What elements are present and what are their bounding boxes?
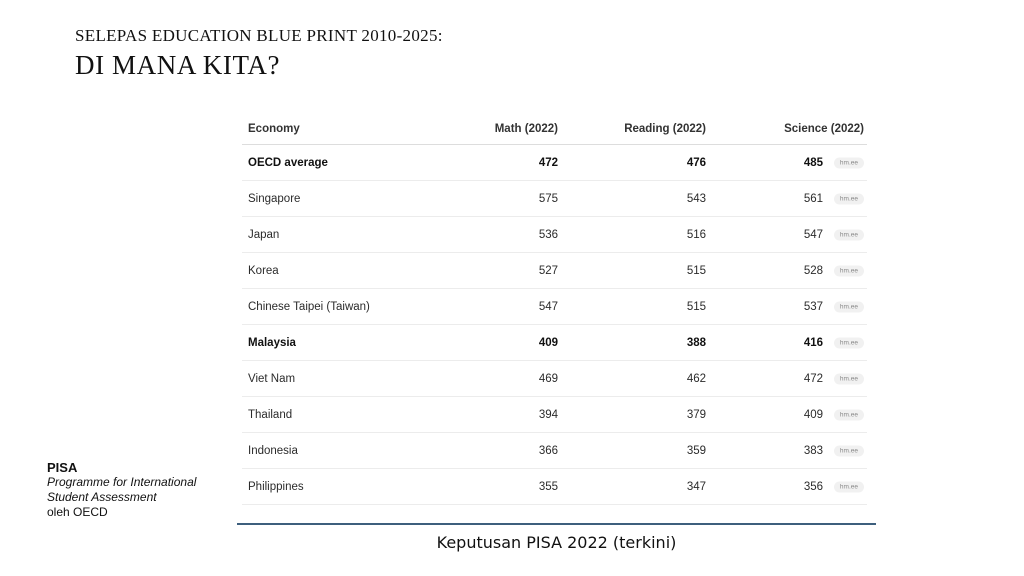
cell-economy: Chinese Taipei (Taiwan)	[248, 300, 370, 313]
cell-science: 416	[803, 336, 823, 349]
cell-reading: 462	[686, 372, 706, 385]
cell-math: 575	[538, 192, 558, 205]
cell-economy: Thailand	[248, 408, 293, 421]
cell-economy: Malaysia	[248, 336, 296, 349]
table-row	[242, 361, 867, 397]
column-header-economy: Economy	[248, 122, 300, 135]
cell-economy: Indonesia	[248, 444, 298, 457]
cell-math: 536	[538, 228, 558, 241]
cell-science: 547	[803, 228, 823, 241]
cell-economy: Singapore	[248, 192, 301, 205]
cell-economy: Viet Nam	[248, 372, 296, 385]
column-header-math: Math (2022)	[494, 122, 558, 135]
pisa-note-line1: Programme for International	[47, 475, 197, 489]
cell-reading: 516	[686, 228, 706, 241]
cell-math: 394	[538, 408, 558, 421]
cell-science: 528	[803, 264, 823, 277]
slide-title: DI MANA KITA?	[75, 50, 281, 80]
table-row	[242, 217, 867, 253]
pisa-note-title: PISA	[47, 460, 78, 475]
cell-economy: Japan	[248, 228, 280, 241]
cell-science: 561	[803, 192, 823, 205]
cell-economy: Philippines	[248, 480, 304, 493]
caption-divider	[237, 523, 876, 525]
cell-science: 409	[803, 408, 823, 421]
cell-math: 366	[538, 444, 558, 457]
table-row	[242, 325, 867, 361]
source-badge: hm.ee	[834, 193, 864, 204]
table-row	[242, 433, 867, 469]
cell-reading: 359	[686, 444, 706, 457]
table-caption: Keputusan PISA 2022 (terkini)	[436, 533, 677, 552]
table-header-row	[242, 113, 867, 145]
table-row	[242, 397, 867, 433]
pisa-note-line3: oleh OECD	[47, 505, 108, 519]
cell-reading: 476	[686, 156, 706, 169]
cell-science: 472	[803, 372, 823, 385]
source-badge: hm.ee	[834, 229, 864, 240]
table-row	[242, 253, 867, 289]
slide-subtitle: SELEPAS EDUCATION BLUE PRINT 2010-2025:	[75, 26, 443, 45]
cell-reading: 388	[686, 336, 706, 349]
source-badge: hm.ee	[834, 157, 864, 168]
source-badge: hm.ee	[834, 373, 864, 384]
source-badge: hm.ee	[834, 265, 864, 276]
cell-science: 383	[803, 444, 823, 457]
source-badge: hm.ee	[834, 409, 864, 420]
cell-math: 547	[538, 300, 558, 313]
source-badge: hm.ee	[834, 481, 864, 492]
cell-math: 355	[538, 480, 558, 493]
pisa-note-line2: Student Assessment	[47, 490, 157, 504]
table-row	[242, 181, 867, 217]
table-row	[242, 145, 867, 181]
source-badge: hm.ee	[834, 301, 864, 312]
table-body	[242, 145, 867, 505]
column-header-science: Science (2022)	[784, 122, 864, 135]
cell-reading: 515	[686, 300, 706, 313]
cell-reading: 515	[686, 264, 706, 277]
column-header-reading: Reading (2022)	[624, 122, 706, 135]
cell-math: 409	[538, 336, 558, 349]
cell-reading: 347	[686, 480, 706, 493]
table-row	[242, 289, 867, 325]
cell-science: 537	[803, 300, 823, 313]
cell-math: 472	[538, 156, 558, 169]
cell-reading: 379	[686, 408, 706, 421]
cell-economy: Korea	[248, 264, 279, 277]
cell-reading: 543	[686, 192, 706, 205]
source-badge: hm.ee	[834, 337, 864, 348]
cell-science: 356	[803, 480, 823, 493]
cell-science: 485	[803, 156, 823, 169]
table-row	[242, 469, 867, 505]
cell-economy: OECD average	[248, 156, 328, 169]
pisa-results-table	[242, 113, 867, 505]
source-badge: hm.ee	[834, 445, 864, 456]
cell-math: 469	[538, 372, 558, 385]
cell-math: 527	[538, 264, 558, 277]
pisa-note	[47, 460, 196, 520]
